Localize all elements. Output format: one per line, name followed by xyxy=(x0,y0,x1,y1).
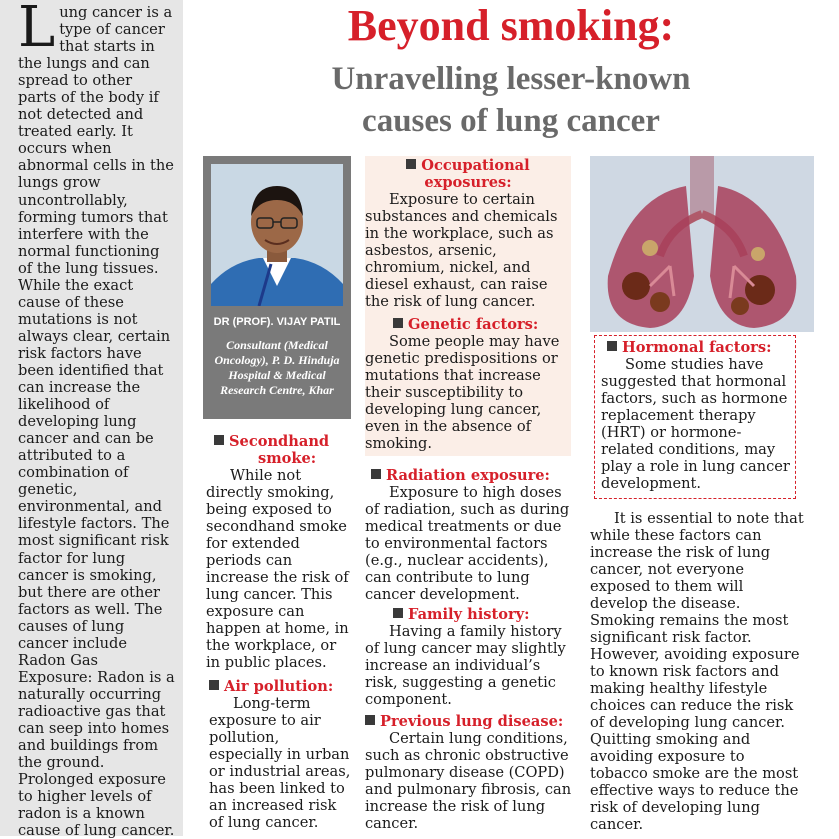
section-occupational-exposures xyxy=(365,157,571,310)
section-secondhand-smoke xyxy=(206,433,354,671)
section-previous-lung-disease xyxy=(365,713,575,832)
author-role: Consultant (Medical Oncology), P. D. Hinduja Hospital & Medical Research Centre, Khar xyxy=(214,338,340,397)
author-photo xyxy=(211,164,343,306)
section-family-history xyxy=(365,606,575,708)
author-name: DR (PROF). VIJAY PATIL xyxy=(213,316,341,328)
bullet-square-icon xyxy=(365,715,375,725)
section-heading: Hormonal factors: xyxy=(601,339,791,356)
section-air-pollution xyxy=(209,678,354,831)
bullet-square-icon xyxy=(214,435,224,445)
section-body: Exposure to certain substances and chemicals in the workplace, such as asbestos, arsenic, chromium, nickel, and diesel exhaust, can raise the risk of lung cancer. xyxy=(365,191,558,310)
intro-column xyxy=(0,0,183,839)
section-heading: Radiation exposure: xyxy=(365,467,571,484)
intro-paragraph xyxy=(18,0,175,839)
author-profile-card xyxy=(203,156,351,419)
section-heading: Air pollution: xyxy=(209,678,354,695)
section-radiation-exposure xyxy=(365,467,571,603)
section-body: Having a family history of lung cancer may slightly increase an individual’s risk, suggesting a genetic component. xyxy=(365,623,566,708)
bullet-square-icon xyxy=(607,341,617,351)
bullet-square-icon xyxy=(371,469,381,479)
section-body: Exposure to high doses of radiation, such as during medical treatments or due to environmental factors (e.g., nuclear accidents), can contribute to lung cancer development. xyxy=(365,484,570,603)
section-hormonal-factors xyxy=(594,335,796,499)
section-body: Some studies have suggested that hormonal factors, such as hormone replacement therapy (HRT) or hormone-related conditions, may play a role in lung cancer development. xyxy=(601,356,790,492)
subheadline-line-1: Unravelling lesser-known xyxy=(331,61,691,97)
subheadline xyxy=(183,58,839,142)
section-heading: Genetic factors: xyxy=(365,316,571,333)
bullet-square-icon xyxy=(393,608,403,618)
section-heading: Occupational exposures: xyxy=(365,157,571,191)
section-body: Long-term exposure to air pollution, especially in urban or industrial areas, has been linked to an increased risk of lung cancer. xyxy=(209,695,351,831)
section-heading: Secondhand smoke: xyxy=(214,433,354,467)
bullet-square-icon xyxy=(209,680,219,690)
section-genetic-factors xyxy=(365,316,571,452)
bullet-square-icon xyxy=(393,318,403,328)
drop-cap: L xyxy=(18,0,56,60)
section-body: Some people may have genetic predispositions or mutations that increase their susceptibility to developing lung cancer, even in the absence of smoking. xyxy=(365,333,560,452)
section-body: Certain lung conditions, such as chronic obstructive pulmonary disease (COPD) and pulmonary fibrosis, can increase the risk of lung cancer. xyxy=(365,730,572,832)
intro-text: ung cancer is a type of cancer that starts in the lungs and can spread to other parts of the body if not detected and treated early. It occurs when abnormal cells in the lungs grow uncontrollably, forming tumors that interfere with the normal functioning of the lung tissues. While the exact cause of these mutations is not always clear, certain risk factors have been identified that can increase the likelihood of developing lung cancer and can be attributed to a combination of genetic, environmental, and lifestyle factors. The most significant risk factor for lung cancer is smoking, but there are other factors as well. The causes of lung cancer include Radon Gas Exposure: Radon is a naturally occurring radioactive gas that can seep into homes and buildings from the ground. Prolonged exposure to higher levels of radon is a known cause of lung cancer. xyxy=(18,4,175,839)
conclusion-text: It is essential to note that while these factors can increase the risk of lung cancer, not everyone exposed to them will develop the disease. Smoking remains the most significant risk factor. However, avoiding exposure to known risk factors and making healthy lifestyle choices can reduce the risk of developing lung cancer. Quitting smoking and avoiding exposure to tobacco smoke are the most effective ways to reduce the risk of developing lung cancer. xyxy=(590,510,804,833)
subheadline-line-2: causes of lung cancer xyxy=(362,103,660,139)
lung-illustration xyxy=(590,156,814,332)
section-heading: Previous lung disease: xyxy=(365,713,575,730)
section-body: While not directly smoking, being exposed to secondhand smoke for extended periods can increase the risk of lung cancer. This exposure can happen at home, in the workplace, or in public places. xyxy=(206,467,349,671)
conclusion xyxy=(590,510,804,833)
section-heading: Family history: xyxy=(365,606,575,623)
bullet-square-icon xyxy=(406,159,416,169)
headline: Beyond smoking: xyxy=(347,1,675,50)
